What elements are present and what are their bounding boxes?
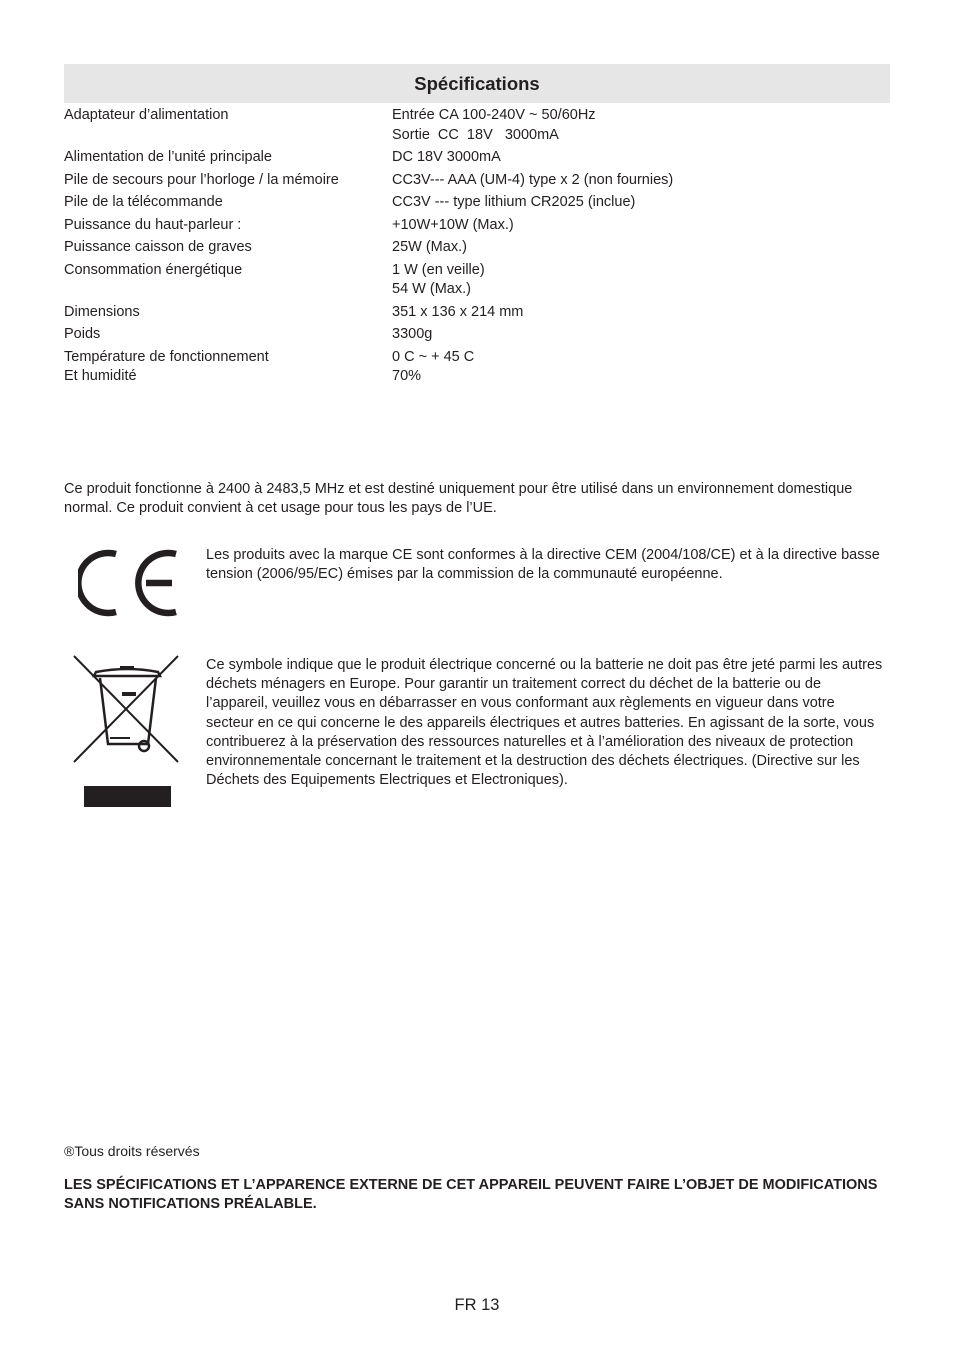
rights-text: ®Tous droits réservés xyxy=(64,1143,200,1159)
spec-label xyxy=(64,348,392,387)
frequency-paragraph: Ce produit fonctionne à 2400 à 2483,5 MHz et est destiné uniquement pour être utilisé dans un environnement domestique normal. Ce produit convient à cet usage pour tous les pays de l’UE. xyxy=(64,481,853,516)
spec-value-line: Sortie CC 18V 3000mA xyxy=(392,126,559,143)
spec-value: 3300g xyxy=(392,326,433,342)
spec-value-line: 0 C ~ + 45 C xyxy=(392,348,475,365)
spec-label: Pile de la télécommande xyxy=(64,194,223,210)
spec-label: Alimentation de l’unité principale xyxy=(64,149,272,165)
spec-label: Dimensions xyxy=(64,303,140,320)
spec-label-line: Et humidité xyxy=(64,368,137,384)
page-number: FR 13 xyxy=(454,1296,500,1314)
spec-row-subwoofer-power xyxy=(64,238,890,258)
spec-row-remote-battery xyxy=(64,193,890,213)
spec-value: DC 18V 3000mA xyxy=(392,149,501,165)
spec-value: +10W+10W (Max.) xyxy=(392,216,514,233)
spec-row-power-adapter xyxy=(64,106,890,145)
spec-label: Poids xyxy=(64,326,101,342)
spec-value: CC3V--- AAA (UM-4) type x 2 (non fournies) xyxy=(392,171,674,188)
specification-notice: LES SPÉCIFICATIONS ET L’APPARENCE EXTERNE DE CET APPAREIL PEUVENT FAIRE L’OBJET DE MODIFICATIONS SANS NOTIFICATIONS PRÉALABLE. xyxy=(64,1177,878,1212)
weee-paragraph: Ce symbole indique que le produit électrique concerné ou la batterie ne doit pas être jeté parmi les autres déchets ménagers en Europe. Pour garantir un traitement correct du déchet de la batterie ou de l’appareil, veuillez vous en débarrasser en vous conformant aux règlements en vigueur dans votre secteur en ce qui concerne le des appareils électriques et autres batteries. En agissant de la sorte, vous contribuerez à la préservation des ressources naturelles et à l’amélioration des niveaux de protection environnementale concernant le traitement et la destruction des déchets électriques. (Directive sur les Déchets des Equipements Electriques et Electroniques). xyxy=(206,657,883,789)
spec-value xyxy=(392,261,890,300)
spec-value: CC3V --- type lithium CR2025 (inclue) xyxy=(392,194,636,210)
weee-underline-bar xyxy=(84,786,171,807)
spec-value-line: 1 W (en veille) xyxy=(392,261,485,278)
spec-value xyxy=(392,106,890,145)
spec-label: Adaptateur d’alimentation xyxy=(64,107,229,123)
spec-row-dimensions xyxy=(64,303,890,323)
spec-row-backup-battery xyxy=(64,171,890,191)
spec-label-line: Température de fonctionnement xyxy=(64,348,269,365)
ce-paragraph: Les produits avec la marque CE sont conformes à la directive CEM (2004/108/CE) et à la directive basse tension (2006/95/EC) émises par la commission de la communauté européenne. xyxy=(206,547,880,582)
title-bar xyxy=(64,64,890,103)
ce-mark-icon xyxy=(78,546,180,620)
spec-label: Consommation énergétique xyxy=(64,261,243,278)
spec-value-line: 54 W (Max.) xyxy=(392,281,471,297)
spec-value: 25W (Max.) xyxy=(392,239,467,255)
spec-row-speaker-power xyxy=(64,216,890,236)
spec-row-power-consumption xyxy=(64,261,890,300)
crossed-out-wheelie-bin-icon xyxy=(70,654,182,766)
spec-value-line: 70% xyxy=(392,368,422,384)
spec-row-main-unit-power xyxy=(64,148,890,168)
spec-row-operating-temperature xyxy=(64,348,890,387)
spec-value: 351 x 136 x 214 mm xyxy=(392,303,524,320)
spec-value-line: Entrée CA 100-240V ~ 50/60Hz xyxy=(392,107,596,123)
spec-row-weight xyxy=(64,325,890,345)
spec-table xyxy=(64,106,890,387)
spec-label: Puissance caisson de graves xyxy=(64,239,252,255)
spec-label: Puissance du haut-parleur : xyxy=(64,216,242,233)
spec-value xyxy=(392,348,890,387)
spec-label: Pile de secours pour l’horloge / la mémoire xyxy=(64,171,339,188)
page-title: Spécifications xyxy=(414,72,540,94)
